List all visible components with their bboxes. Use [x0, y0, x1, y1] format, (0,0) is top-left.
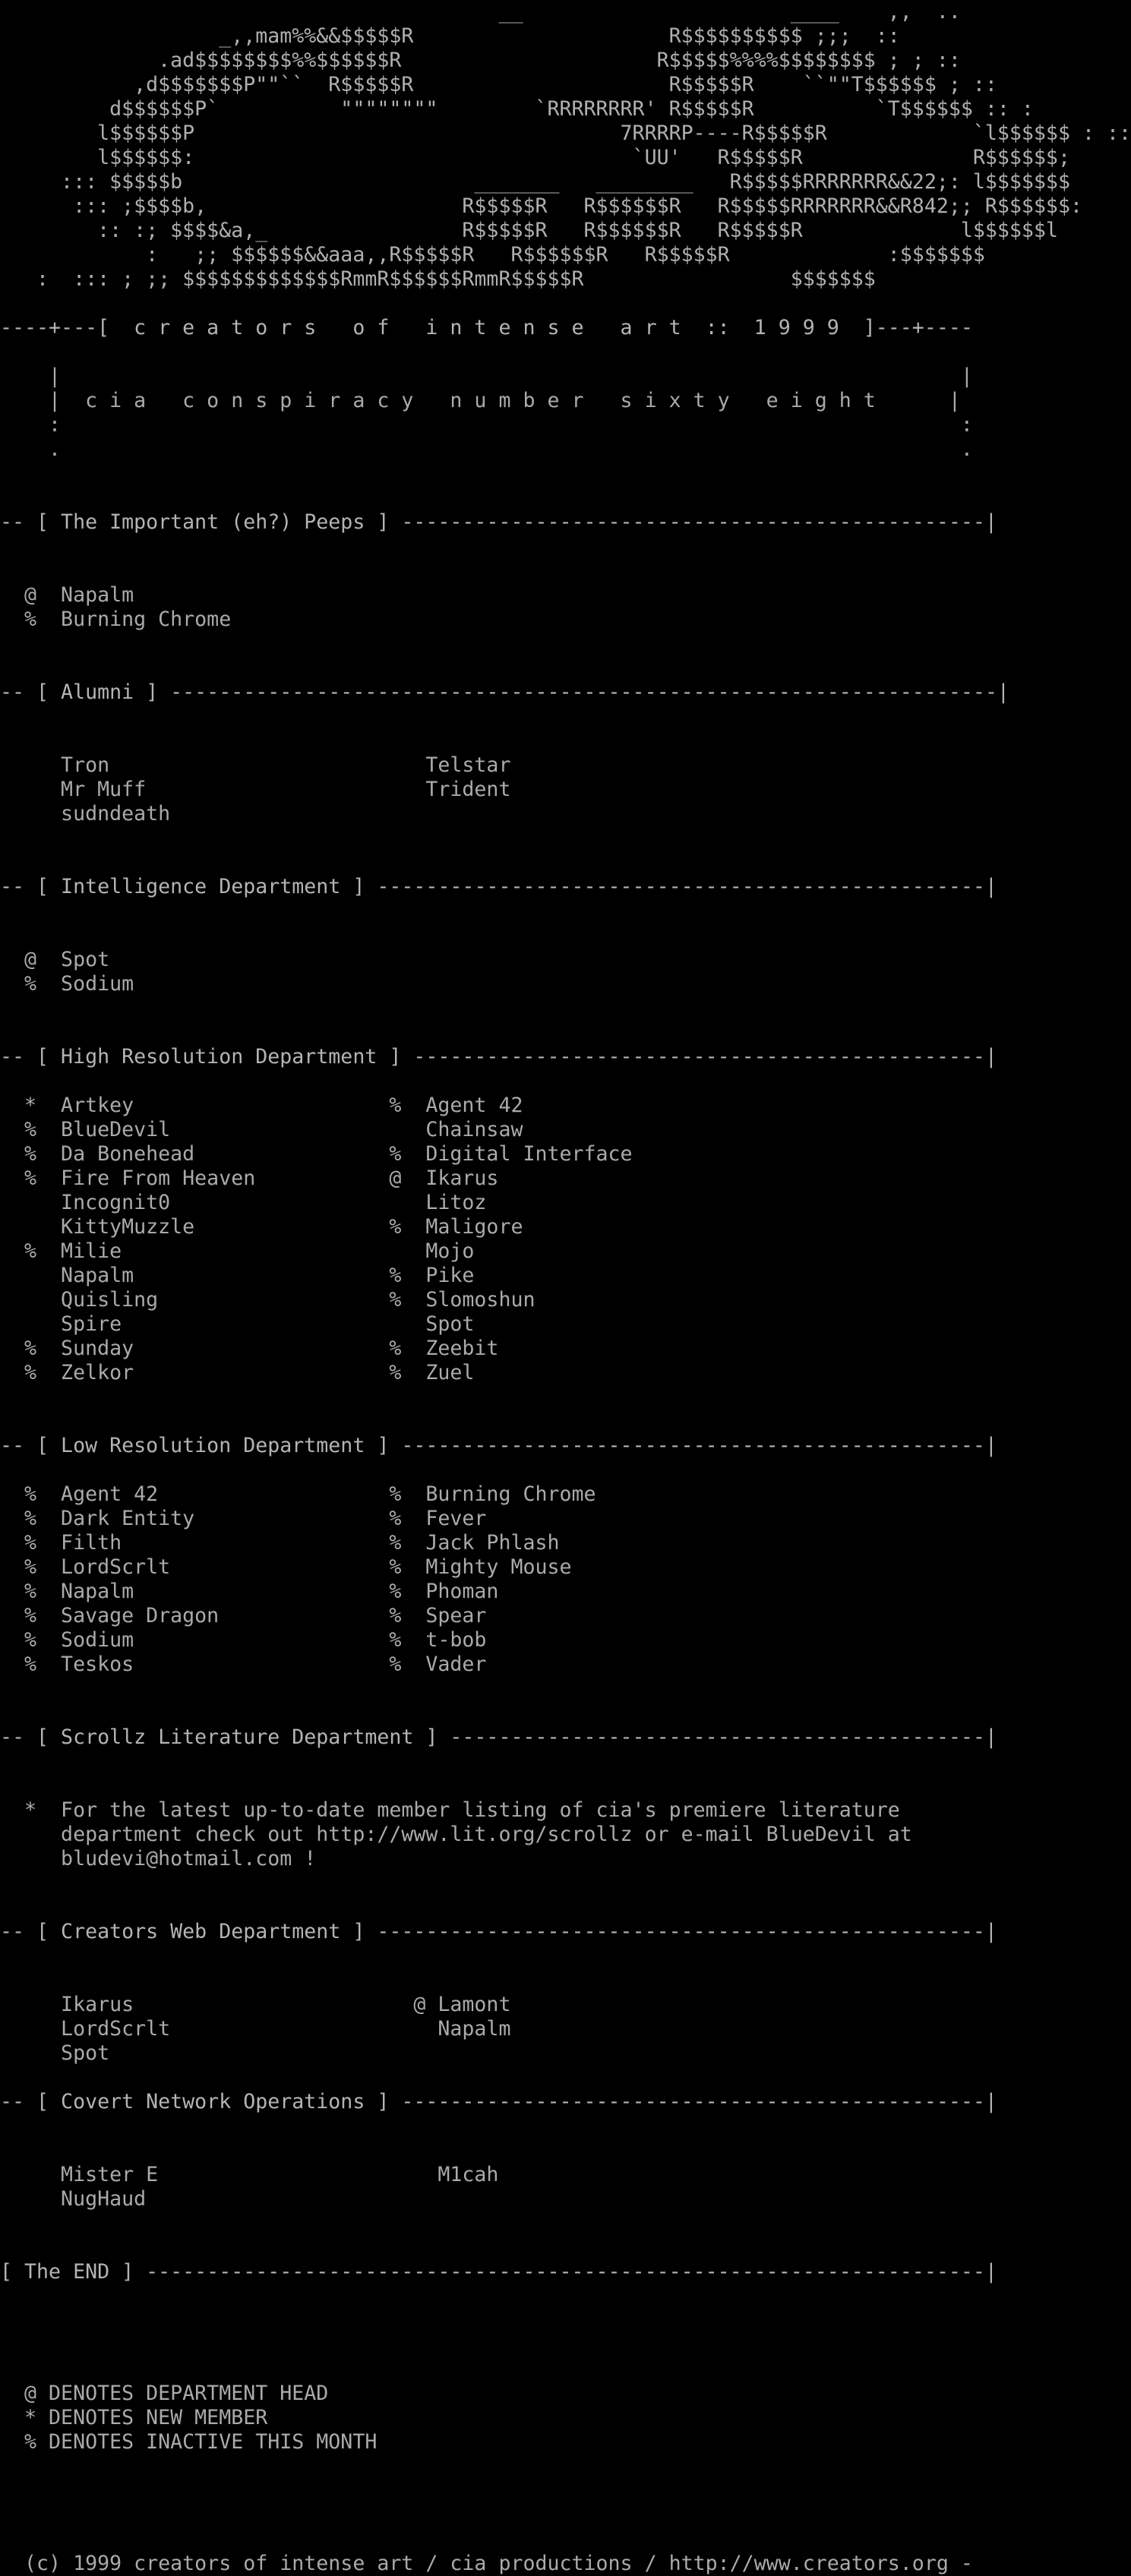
text-line [0, 1944, 972, 1968]
logo-line: __ ____ ,, .. [0, 0, 961, 24]
text-line [0, 656, 972, 680]
text-line: % Teskos % Vader [0, 1653, 487, 1676]
text-line [0, 340, 972, 365]
text-line: @ Spot [0, 948, 110, 971]
text-line: . . [0, 437, 973, 461]
logo-line: d$$$$$$P` """""""" `RRRRRRRR' R$$$$$R `T$$$$$$ :: : [0, 97, 1034, 121]
text-line: (c) 1999 creators of intense art / cia productions / http://www.creators.org - [0, 2552, 973, 2575]
text-line [0, 1896, 972, 1920]
text-line: % LordScrlt % Mighty Mouse [0, 1555, 572, 1579]
text-line: % Burning Chrome [0, 608, 232, 631]
text-line [0, 2527, 972, 2552]
text-line: LordScrlt Napalm [0, 2017, 511, 2041]
text-line: % Sodium [0, 972, 134, 996]
text-line [0, 2454, 972, 2479]
text-line: KittyMuzzle % Maligore [0, 1215, 523, 1239]
section-header: -- [ High Resolution Department ] -----------------------------------------------| [0, 1045, 997, 1069]
text-line: NugHaud [0, 2187, 147, 2211]
section-header: -- [ Intelligence Department ] --------------------------------------------------| [0, 875, 997, 898]
text-line [0, 851, 972, 875]
section-header: [ The END ] ---------------------------------------------------------------------| [0, 2260, 997, 2284]
text-line [0, 1701, 972, 1725]
text-line: Spot [0, 2041, 110, 2065]
text-line: % Dark Entity % Fever [0, 1507, 487, 1530]
text-line [0, 923, 972, 948]
logo-line: l$$$$$$P 7RRRRP----R$$$$$R `l$$$$$$ : :: [0, 122, 1131, 145]
text-line [0, 996, 972, 1021]
section-header: -- [ The Important (eh?) Peeps ] ------------------------------------------------| [0, 510, 997, 534]
section-header: -- [ Low Resolution Department ] ------------------------------------------------| [0, 1434, 997, 1457]
logo-line: ::: $$$$$b _______ ________ R$$$$$RRRRRRR&&22;: l$$$$$$$ [0, 170, 1070, 194]
text-line [0, 1069, 972, 1094]
text-line: sudndeath [0, 802, 171, 826]
section-header: -- [ Covert Network Operations ] ------------------------------------------------| [0, 2090, 997, 2114]
text-line [0, 535, 972, 559]
text-line: % Napalm % Phoman [0, 1580, 499, 1603]
text-line [0, 2236, 972, 2260]
text-line [0, 2503, 972, 2527]
text-line: : : [0, 413, 973, 437]
text-line: % Fire From Heaven @ Ikarus [0, 1166, 499, 1190]
text-line [0, 729, 972, 753]
section-header: -- [ Scrollz Literature Department ] --------------------------------------------| [0, 1725, 997, 1749]
text-line [0, 2479, 972, 2503]
text-line: % DENOTES INACTIVE THIS MONTH [0, 2430, 378, 2454]
text-line: % Da Bonehead % Digital Interface [0, 1142, 633, 1166]
text-line [0, 705, 972, 729]
text-line: department check out http://www.lit.org/scrollz or e-mail BlueDevil at [0, 1823, 912, 1846]
text-line [0, 559, 972, 583]
text-line: * Artkey % Agent 42 [0, 1094, 523, 1117]
logo-line: .ad$$$$$$$$%%$$$$$$R R$$$$$%%%%$$$$$$$$ ; ; :: [0, 49, 961, 72]
text-line [0, 1410, 972, 1434]
text-line: @ Napalm [0, 583, 134, 607]
section-header: -- [ Creators Web Department ] --------------------------------------------------| [0, 1920, 997, 1943]
text-line [0, 1458, 972, 1482]
text-line: Tron Telstar [0, 753, 511, 777]
text-line [0, 2211, 972, 2236]
text-line [0, 486, 972, 510]
text-line: | c i a c o n s p i r a c y n u m b e r s i x t y e i g h t | [0, 389, 961, 412]
logo-line: : ;; $$$$$$&&aaa,,R$$$$$R R$$$$$$R R$$$$$R :$$$$$$$ [0, 243, 985, 267]
logo-line: :: :; $$$$&a,_ R$$$$$R R$$$$$$R R$$$$$R l$$$$$$l [0, 219, 1058, 242]
text-line: Incognit0 Litoz [0, 1191, 487, 1214]
text-line: % BlueDevil Chainsaw [0, 1118, 523, 1141]
text-line: % Sunday % Zeebit [0, 1337, 499, 1360]
text-line: Spire Spot [0, 1312, 475, 1336]
text-line [0, 1871, 972, 1896]
text-line: Quisling % Slomoshun [0, 1288, 535, 1312]
text-line: % Zelkor % Zuel [0, 1361, 475, 1384]
text-line: * For the latest up-to-date member listing of cia's premiere literature [0, 1798, 900, 1822]
text-line: | | [0, 365, 973, 388]
text-line [0, 1385, 972, 1410]
text-line [0, 2139, 972, 2163]
text-line: Mr Muff Trident [0, 778, 511, 801]
section-header: ----+---[ c r e a t o r s o f i n t e n s e a r t :: 1 9 9 9 ]---+---- [0, 316, 973, 339]
text-line: bludevi@hotmail.com ! [0, 1847, 317, 1870]
text-line [0, 2309, 972, 2333]
text-line [0, 1774, 972, 1798]
text-line [0, 1677, 972, 1701]
text-line [0, 1968, 972, 1993]
text-line: % Filth % Jack Phlash [0, 1531, 560, 1555]
text-line: % Agent 42 % Burning Chrome [0, 1482, 596, 1506]
text-line [0, 2333, 972, 2357]
text-line: Ikarus @ Lamont [0, 1993, 511, 2016]
logo-line: : ::: ; ;; $$$$$$$$$$$$$RmmR$$$$$$RmmR$$$$$R $$$$$$$ [0, 267, 876, 291]
logo-line: ::: ;$$$$b, R$$$$$R R$$$$$$R R$$$$$RRRRRRR&&R842;; R$$$$$$: [0, 194, 1082, 218]
text-line: * DENOTES NEW MEMBER [0, 2406, 268, 2429]
text-line [0, 292, 972, 316]
text-line [0, 899, 972, 923]
logo-line: l$$$$$$: `UU' R$$$$$R R$$$$$$; [0, 146, 1070, 169]
text-line [0, 2066, 972, 2090]
text-line [0, 2284, 972, 2309]
text-line [0, 826, 972, 851]
text-line: Napalm % Pike [0, 1264, 475, 1287]
text-line [0, 1021, 972, 1045]
logo-line: ,d$$$$$$$P""`` R$$$$$R R$$$$$R ``""T$$$$$$ ; :: [0, 73, 997, 96]
text-line [0, 462, 972, 486]
section-header: -- [ Alumni ] --------------------------------------------------------------------| [0, 680, 1009, 704]
text-line [0, 2114, 972, 2139]
text-line [0, 632, 972, 656]
text-line: Mister E M1cah [0, 2163, 499, 2186]
text-line: @ DENOTES DEPARTMENT HEAD [0, 2382, 329, 2405]
text-line [0, 1750, 972, 1774]
text-line: % Sodium % t-bob [0, 1628, 487, 1652]
text-line: % Milie Mojo [0, 1239, 475, 1263]
logo-line: _,,mam%%&&$$$$$R R$$$$$$$$$$ ;;; :: [0, 24, 900, 48]
text-line [0, 2357, 972, 2382]
text-line: % Savage Dragon % Spear [0, 1604, 487, 1627]
